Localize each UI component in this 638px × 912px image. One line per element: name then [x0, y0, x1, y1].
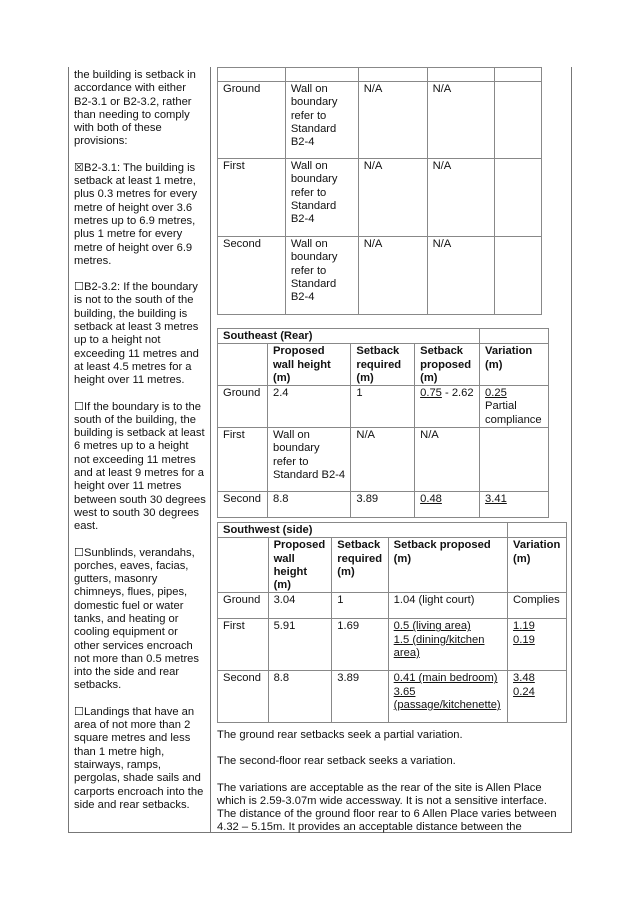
table-row — [218, 386, 549, 428]
required-cell: N/A — [351, 428, 415, 492]
table-header-row — [218, 344, 549, 386]
column-header: Proposed wall height (m) — [268, 538, 332, 593]
table-row — [218, 68, 542, 82]
criteria-south-boundary: ☐If the boundary is to the south of the building, the building is setback at least 6 metres up to a height not exceeding 11 metres and at least 9 metres for a height over 11 metres between south 30 degrees west to south 30 degrees east. — [74, 400, 206, 533]
standard-criteria-column — [69, 67, 211, 832]
note-ground-rear: The ground rear setbacks seek a partial variation. — [217, 729, 463, 741]
criteria-b2-3-2: ☐B2-3.2: If the boundary is not to the south of the building, the building is setback at least 3 metres up to a height not exceeding 11 metres and at least 4.5 metres for a height over 11 metres. — [74, 281, 199, 387]
proposed-cell: N/A — [415, 428, 480, 492]
proposed-cell: 1.04 (light court) — [388, 593, 507, 619]
table-row — [218, 619, 567, 671]
proposed-cell: 0.48 — [415, 492, 480, 518]
height-cell: Wall on boundary refer to Standard B2-4 — [267, 428, 350, 492]
level-cell: First — [218, 619, 269, 671]
column-header: Variation (m) — [508, 538, 567, 593]
variation-cell: 0.25 Partial compliance — [480, 386, 549, 428]
variation-cell — [495, 82, 542, 159]
level-cell: Ground — [218, 386, 268, 428]
table-row — [218, 492, 549, 518]
height-cell: 5.91 — [268, 619, 332, 671]
table-row — [218, 593, 567, 619]
criteria-b2-3-1: ☒B2-3.1: The building is setback at least 1 metre, plus 0.3 metres for every metre of height over 3.6 metres up to 6.9 metres, plus 1 metre for every metre of height over 6.9 metres. — [74, 161, 198, 267]
table-row — [218, 237, 542, 315]
variation-cell: 3.48 0.24 — [508, 671, 567, 723]
variation-cell: 1.19 0.19 — [508, 619, 567, 671]
required-cell: 1.69 — [332, 619, 388, 671]
variation-cell: Complies — [508, 593, 567, 619]
note-second-floor-rear: The second-floor rear setback seeks a variation. — [217, 755, 456, 768]
table-row — [218, 428, 549, 492]
required-cell: 3.89 — [351, 492, 415, 518]
required-cell: 1 — [351, 386, 415, 428]
southeast-rear-table — [217, 328, 549, 518]
proposed-cell: 0.5 (living area) 1.5 (dining/kitchen area) — [388, 619, 507, 671]
height-cell: 8.8 — [268, 671, 332, 723]
table-row — [218, 159, 542, 237]
height-cell: 8.8 — [267, 492, 350, 518]
column-header: Proposed wall height (m) — [267, 344, 350, 386]
level-cell: Ground — [218, 82, 286, 159]
proposed-cell: N/A — [427, 82, 495, 159]
variation-cell — [495, 159, 542, 237]
criteria-intro: the building is setback in accordance with either B2-3.1 or B2-3.2, rather than needing to comply with both of these provisions: — [74, 69, 196, 148]
table-title: Southeast (Rear) — [218, 329, 480, 344]
required-cell: 3.89 — [332, 671, 388, 723]
height-cell: 2.4 — [267, 386, 350, 428]
level-cell: Ground — [218, 593, 269, 619]
level-cell: Second — [218, 671, 269, 723]
height-cell: Wall on boundary refer to Standard B2-4 — [285, 159, 358, 237]
criteria-encroachments: ☐Sunblinds, verandahs, porches, eaves, facias, gutters, masonry chimneys, flues, pipes, domestic fuel or water tanks, and heating or cooling equipment or other services encroach not more than 0.5 metres into the side and rear setbacks. — [74, 546, 199, 692]
column-header: Setback required (m) — [332, 538, 388, 593]
column-header: Setback proposed (m) — [415, 344, 480, 386]
table-header-row — [218, 538, 567, 593]
column-header: Setback proposed (m) — [388, 538, 507, 593]
assessment-notes — [217, 729, 567, 848]
southwest-side-table — [217, 522, 567, 723]
assessment-table — [68, 67, 572, 833]
table-title-row — [218, 523, 567, 538]
assessment-column — [212, 67, 572, 832]
required-cell: N/A — [358, 159, 427, 237]
table-title-row — [218, 329, 549, 344]
level-cell: Second — [218, 237, 286, 315]
column-header: Variation (m) — [480, 344, 549, 386]
required-cell: N/A — [358, 82, 427, 159]
note-variation-justification: The variations are acceptable as the rear of the site is Allen Place which is 2.59-3.07m wide accessway. It is not a sensitive interface. The distance of the ground floor rear to 6 Allen Place varies between 4.32 – 5.15m. It provides an acceptable distance between the — [217, 781, 557, 834]
height-cell: Wall on boundary refer to Standard B2-4 — [285, 237, 358, 315]
variation-cell — [495, 237, 542, 315]
height-cell: 3.04 — [268, 593, 332, 619]
proposed-cell: N/A — [427, 159, 495, 237]
proposed-cell: 0.41 (main bedroom) 3.65 (passage/kitchenette) — [388, 671, 507, 723]
proposed-cell: N/A — [427, 237, 495, 315]
table-row — [218, 671, 567, 723]
column-header: Setback required (m) — [351, 344, 415, 386]
variation-cell: 3.41 — [480, 492, 549, 518]
proposed-cell: 0.75 - 2.62 — [415, 386, 480, 428]
table-row — [218, 82, 542, 159]
criteria-landings: ☐Landings that have an area of not more than 2 square metres and less than 1 metre high, stairways, ramps, pergolas, shade sails and carports encroach into the side and rear setbacks. — [74, 705, 204, 811]
required-cell: N/A — [358, 237, 427, 315]
level-cell: First — [218, 428, 268, 492]
level-cell: First — [218, 159, 286, 237]
table-title: Southwest (side) — [218, 523, 508, 538]
required-cell: 1 — [332, 593, 388, 619]
continued-setback-table — [217, 67, 542, 315]
level-cell: Second — [218, 492, 268, 518]
height-cell: Wall on boundary refer to Standard B2-4 — [285, 82, 358, 159]
